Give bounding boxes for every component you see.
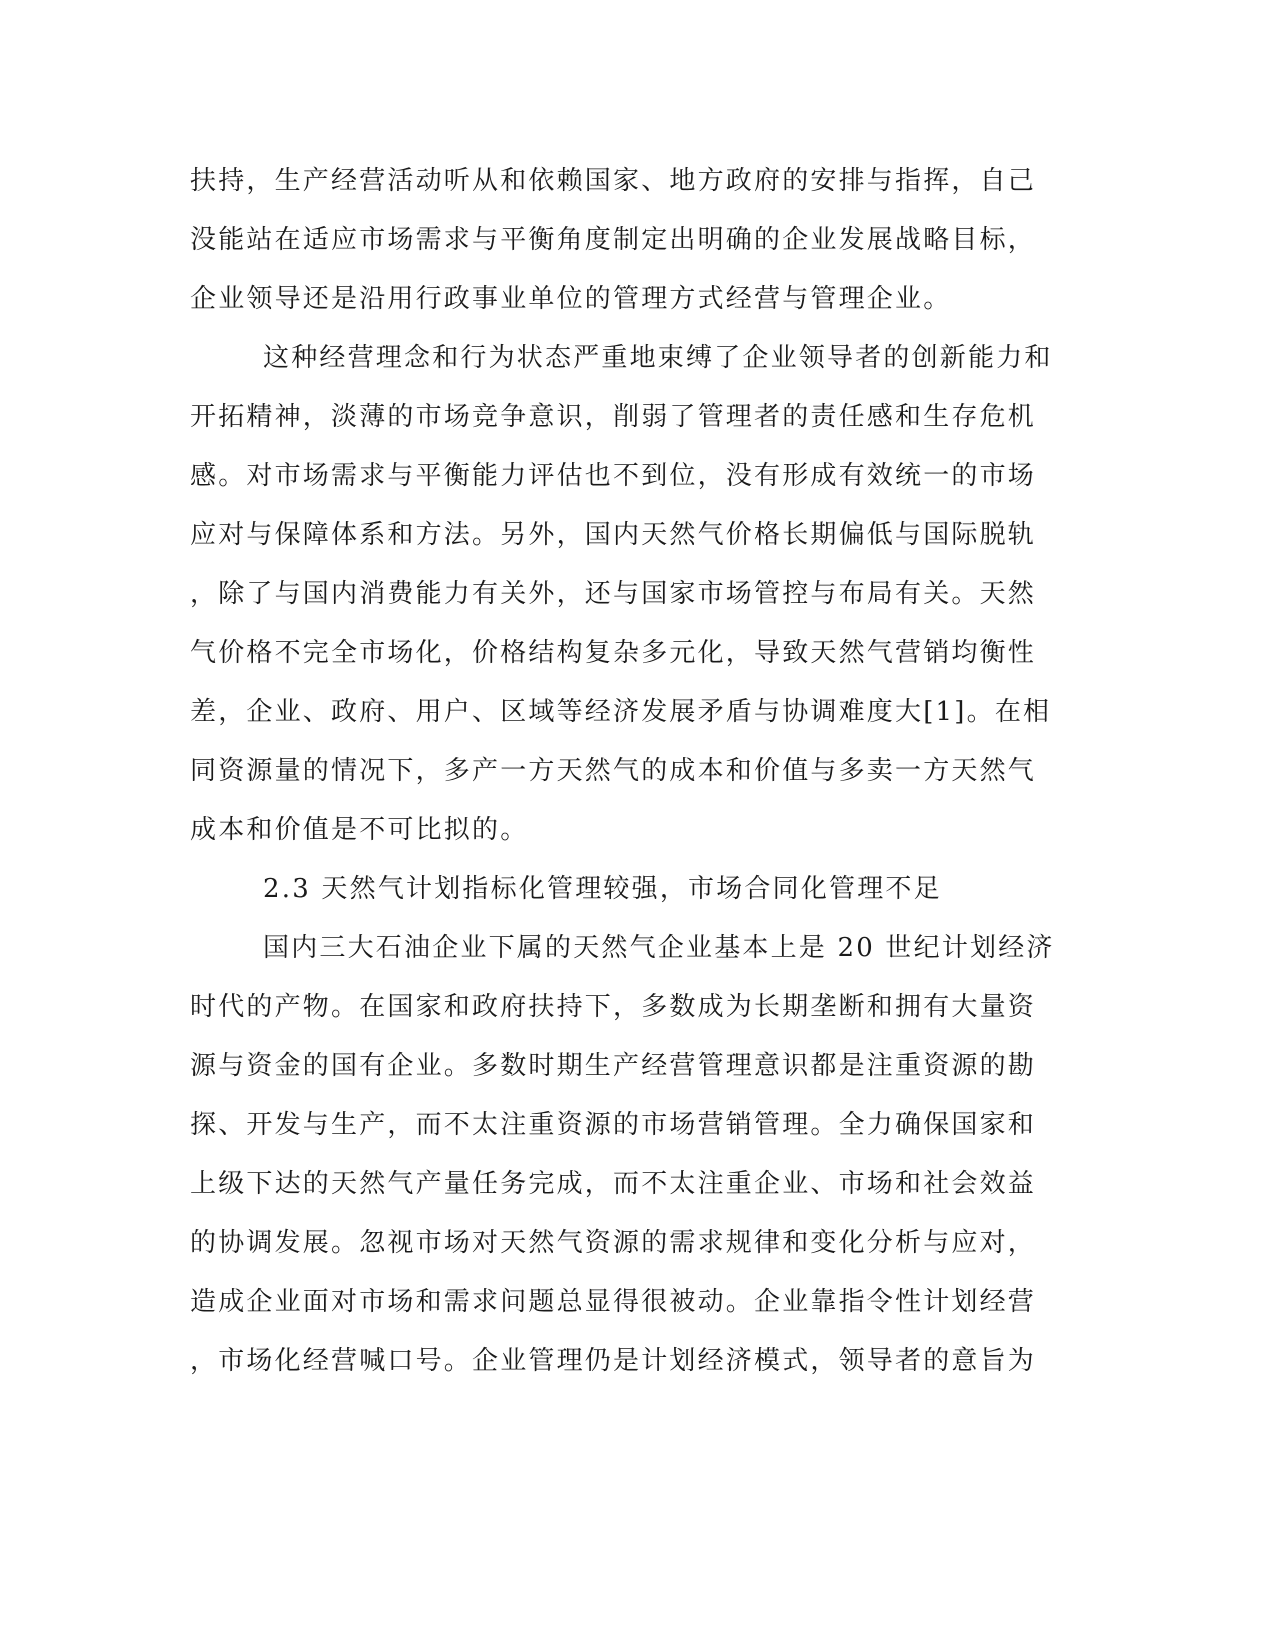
text-line: 差，企业、政府、用户、区域等经济发展矛盾与协调难度大[1]。在相 xyxy=(190,697,1052,727)
text-line: 成本和价值是不可比拟的。 xyxy=(190,815,529,845)
text-line: ，除了与国内消费能力有关外，还与国家市场管控与布局有关。天然 xyxy=(190,579,1037,609)
text-line: 同资源量的情况下，多产一方天然气的成本和价值与多卖一方天然气 xyxy=(190,756,1037,786)
text-line: 感。对市场需求与平衡能力评估也不到位，没有形成有效统一的市场 xyxy=(190,461,1037,491)
text-line: 开拓精神，淡薄的市场竞争意识，削弱了管理者的责任感和生存危机 xyxy=(190,402,1037,432)
paragraph-first-line: 这种经营理念和行为状态严重地束缚了企业领导者的创新能力和 xyxy=(263,343,1053,373)
text-line: 上级下达的天然气产量任务完成，而不太注重企业、市场和社会效益 xyxy=(190,1169,1037,1199)
text-line: 企业领导还是沿用行政事业单位的管理方式经营与管理企业。 xyxy=(190,284,952,314)
section-heading: 2.3 天然气计划指标化管理较强，市场合同化管理不足 xyxy=(263,874,942,904)
text-line: 探、开发与生产，而不太注重资源的市场营销管理。全力确保国家和 xyxy=(190,1110,1037,1140)
text-line: 时代的产物。在国家和政府扶持下，多数成为长期垄断和拥有大量资 xyxy=(190,992,1037,1022)
text-line: 源与资金的国有企业。多数时期生产经营管理意识都是注重资源的勘 xyxy=(190,1051,1037,1081)
text-line: 造成企业面对市场和需求问题总显得很被动。企业靠指令性计划经营 xyxy=(190,1287,1037,1317)
text-line: ，市场化经营喊口号。企业管理仍是计划经济模式，领导者的意旨为 xyxy=(190,1346,1037,1376)
text-line: 气价格不完全市场化，价格结构复杂多元化，导致天然气营销均衡性 xyxy=(190,638,1037,668)
text-line: 的协调发展。忽视市场对天然气资源的需求规律和变化分析与应对， xyxy=(190,1228,1037,1258)
text-line: 扶持，生产经营活动听从和依赖国家、地方政府的安排与指挥，自己 xyxy=(190,166,1037,196)
text-line: 没能站在适应市场需求与平衡角度制定出明确的企业发展战略目标， xyxy=(190,225,1037,255)
text-line: 应对与保障体系和方法。另外，国内天然气价格长期偏低与国际脱轨 xyxy=(190,520,1037,550)
paragraph-first-line: 国内三大石油企业下属的天然气企业基本上是 20 世纪计划经济 xyxy=(263,933,1055,963)
